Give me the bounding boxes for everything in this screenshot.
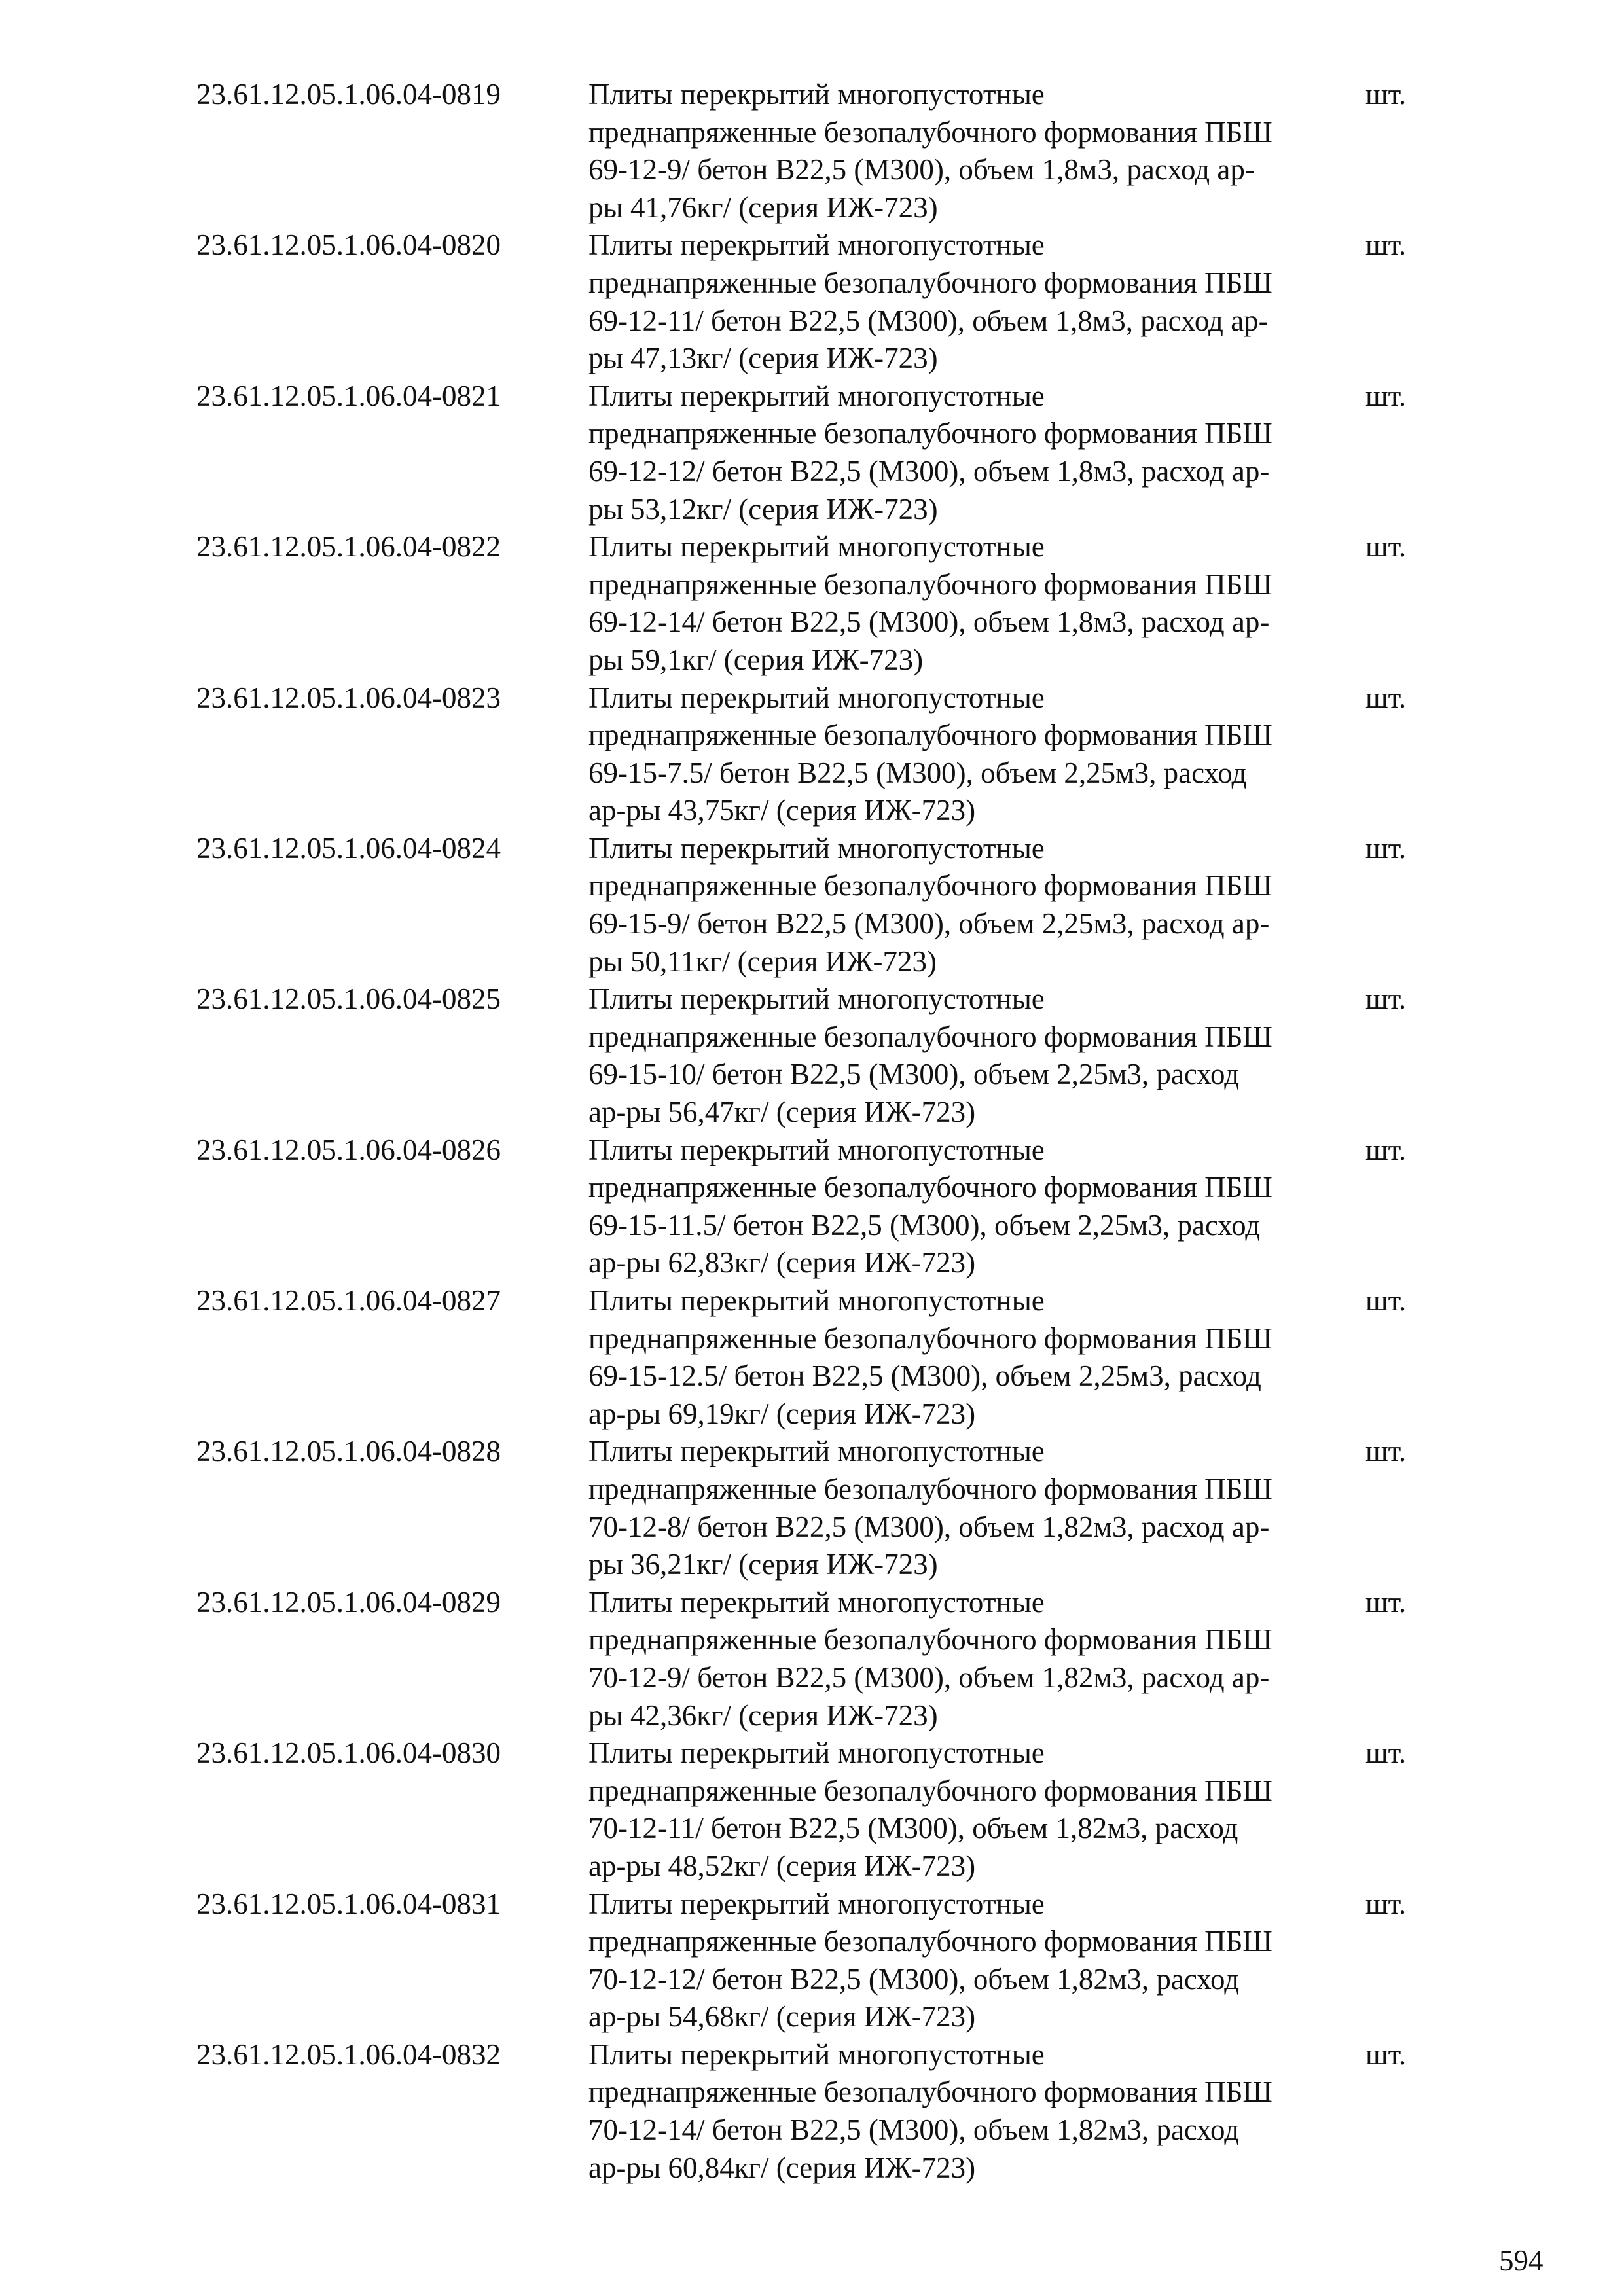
item-code: 23.61.12.05.1.06.04-0819	[196, 78, 501, 111]
list-item	[196, 1132, 1440, 1282]
item-unit: шт.	[1365, 1887, 1407, 1920]
item-unit: шт.	[1365, 1736, 1407, 1770]
list-item	[196, 1584, 1440, 1734]
item-code: 23.61.12.05.1.06.04-0820	[196, 228, 501, 262]
item-unit: шт.	[1365, 1585, 1407, 1619]
list-item	[196, 980, 1440, 1131]
list-item	[196, 76, 1440, 226]
item-unit: шт.	[1365, 1133, 1407, 1166]
item-code: 23.61.12.05.1.06.04-0829	[196, 1585, 501, 1619]
item-code: 23.61.12.05.1.06.04-0830	[196, 1736, 501, 1770]
page-number: 594	[1499, 2244, 1543, 2277]
item-unit: шт.	[1365, 831, 1407, 865]
list-item	[196, 1886, 1440, 2036]
item-code: 23.61.12.05.1.06.04-0823	[196, 681, 501, 714]
item-code: 23.61.12.05.1.06.04-0825	[196, 982, 501, 1016]
item-description: Плиты перекрытий многопустотные преднапряженные безопалубочного формования ПБШ 70-12-14/ бетон В22,5 (М300), объем 1,82м3, расход ар-ры 60,84кг/ (серия ИЖ-723)	[588, 2037, 1272, 2184]
item-unit: шт.	[1365, 1284, 1407, 1317]
item-code: 23.61.12.05.1.06.04-0827	[196, 1284, 501, 1317]
item-description: Плиты перекрытий многопустотные преднапряженные безопалубочного формования ПБШ 70-12-8/ бетон В22,5 (М300), объем 1,82м3, расход ар- ры 36,21кг/ (серия ИЖ-723)	[588, 1435, 1272, 1581]
item-description: Плиты перекрытий многопустотные преднапряженные безопалубочного формования ПБШ 69-15-10/ бетон В22,5 (М300), объем 2,25м3, расход ар-ры 56,47кг/ (серия ИЖ-723)	[588, 982, 1272, 1129]
list-item	[196, 679, 1440, 830]
item-description: Плиты перекрытий многопустотные преднапряженные безопалубочного формования ПБШ 69-15-12.5/ бетон В22,5 (М300), объем 2,25м3, расход ар-ры 69,19кг/ (серия ИЖ-723)	[588, 1284, 1272, 1430]
item-description: Плиты перекрытий многопустотные преднапряженные безопалубочного формования ПБШ 69-12-9/ бетон В22,5 (М300), объем 1,8м3, расход ар- ры 41,76кг/ (серия ИЖ-723)	[588, 78, 1272, 224]
item-unit: шт.	[1365, 78, 1407, 111]
item-description: Плиты перекрытий многопустотные преднапряженные безопалубочного формования ПБШ 69-12-11/ бетон В22,5 (М300), объем 1,8м3, расход ар- ры 47,13кг/ (серия ИЖ-723)	[588, 228, 1272, 375]
list-item	[196, 1433, 1440, 1583]
item-description: Плиты перекрытий многопустотные преднапряженные безопалубочного формования ПБШ 70-12-11/ бетон В22,5 (М300), объем 1,82м3, расход ар-ры 48,52кг/ (серия ИЖ-723)	[588, 1736, 1272, 1882]
item-description: Плиты перекрытий многопустотные преднапряженные безопалубочного формования ПБШ 70-12-12/ бетон В22,5 (М300), объем 1,82м3, расход ар-ры 54,68кг/ (серия ИЖ-723)	[588, 1887, 1272, 2034]
list-item	[196, 830, 1440, 980]
item-description: Плиты перекрытий многопустотные преднапряженные безопалубочного формования ПБШ 70-12-9/ бетон В22,5 (М300), объем 1,82м3, расход ар- ры 42,36кг/ (серия ИЖ-723)	[588, 1585, 1272, 1732]
item-code: 23.61.12.05.1.06.04-0822	[196, 530, 501, 564]
item-code: 23.61.12.05.1.06.04-0832	[196, 2037, 501, 2071]
item-description: Плиты перекрытий многопустотные преднапряженные безопалубочного формования ПБШ 69-15-9/ бетон В22,5 (М300), объем 2,25м3, расход ар- ры 50,11кг/ (серия ИЖ-723)	[588, 831, 1272, 978]
item-code: 23.61.12.05.1.06.04-0828	[196, 1435, 501, 1468]
list-item	[196, 2036, 1440, 2187]
item-description: Плиты перекрытий многопустотные преднапряженные безопалубочного формования ПБШ 69-15-7.5/ бетон В22,5 (М300), объем 2,25м3, расход ар-ры 43,75кг/ (серия ИЖ-723)	[588, 681, 1272, 827]
list-item	[196, 1734, 1440, 1885]
item-unit: шт.	[1365, 982, 1407, 1016]
list-item	[196, 378, 1440, 528]
item-unit: шт.	[1365, 228, 1407, 262]
price-list-entries	[196, 76, 1440, 2187]
item-unit: шт.	[1365, 2037, 1407, 2071]
item-code: 23.61.12.05.1.06.04-0821	[196, 379, 501, 412]
item-description: Плиты перекрытий многопустотные преднапряженные безопалубочного формования ПБШ 69-12-14/ бетон В22,5 (М300), объем 1,8м3, расход ар- ры 59,1кг/ (серия ИЖ-723)	[588, 530, 1272, 676]
item-description: Плиты перекрытий многопустотные преднапряженные безопалубочного формования ПБШ 69-15-11.5/ бетон В22,5 (М300), объем 2,25м3, расход ар-ры 62,83кг/ (серия ИЖ-723)	[588, 1133, 1272, 1280]
item-code: 23.61.12.05.1.06.04-0824	[196, 831, 501, 865]
list-item	[196, 1282, 1440, 1433]
item-code: 23.61.12.05.1.06.04-0831	[196, 1887, 501, 1920]
item-code: 23.61.12.05.1.06.04-0826	[196, 1133, 501, 1166]
item-unit: шт.	[1365, 530, 1407, 564]
item-unit: шт.	[1365, 379, 1407, 412]
item-unit: шт.	[1365, 681, 1407, 714]
item-unit: шт.	[1365, 1435, 1407, 1468]
item-description: Плиты перекрытий многопустотные преднапряженные безопалубочного формования ПБШ 69-12-12/ бетон В22,5 (М300), объем 1,8м3, расход ар- ры 53,12кг/ (серия ИЖ-723)	[588, 379, 1272, 526]
list-item	[196, 528, 1440, 679]
list-item	[196, 226, 1440, 377]
